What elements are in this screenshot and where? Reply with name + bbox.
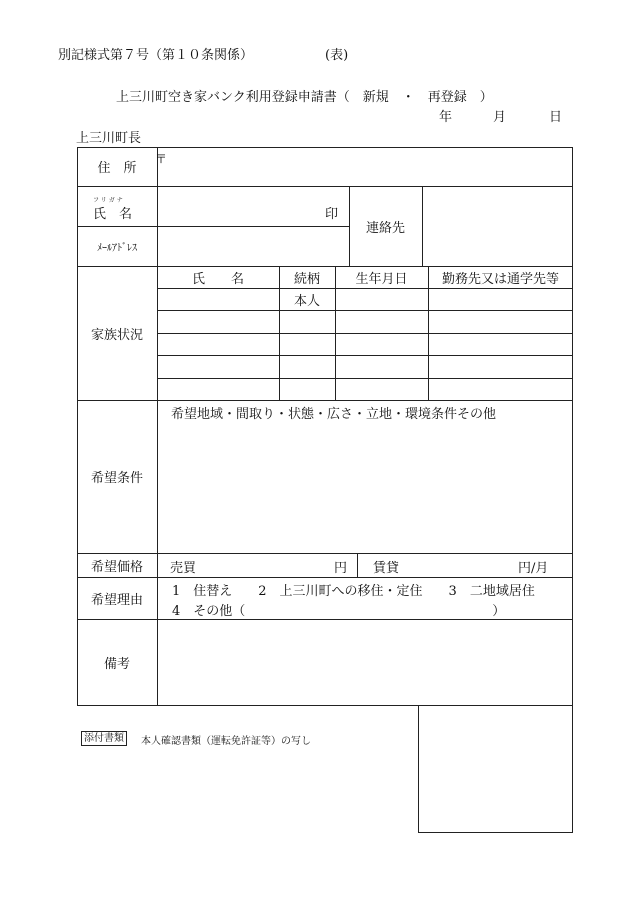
attachments-text: 本人確認書類（運転免許証等）の写し	[141, 736, 311, 747]
price-rent-label: 賃貸	[373, 561, 400, 576]
form-title: 上三川町空き家バンク利用登録申請書（ 新規 ・ 再登録 ）	[116, 90, 493, 105]
price-divider	[357, 553, 358, 577]
family-header-birthdate: 生年月日	[355, 271, 408, 287]
conditions-description: 希望地域・間取り・状態・広さ・立地・環境条件その他	[171, 407, 497, 422]
addressee: 上三川町長	[76, 131, 142, 146]
remarks-label: 備考	[103, 657, 130, 672]
attachments-label: 添付書類	[81, 731, 127, 746]
reason-line-2: 4 その他（ ）	[172, 604, 506, 619]
contact-label: 連絡先	[365, 220, 405, 236]
furigana-label: フリガナ	[93, 197, 125, 204]
form-side-label: (表)	[325, 48, 349, 63]
family-label: 家族状況	[90, 327, 143, 343]
family-header-name: 氏 名	[191, 271, 244, 287]
label-column-divider	[157, 147, 158, 706]
price-label: 希望価格	[90, 559, 143, 575]
price-rent-unit: 円/月	[518, 561, 549, 576]
family-relation-self: 本人	[293, 293, 320, 309]
reason-line-1: 1 住替え 2 上三川町への移住・定住 3 二地域居住	[172, 584, 535, 599]
contact-divider	[422, 186, 423, 266]
address-label: 住 所	[97, 161, 137, 176]
family-row-divider	[157, 378, 573, 379]
date-year-label: 年	[439, 110, 453, 125]
family-row-divider	[157, 310, 573, 311]
price-sale-label: 売買	[170, 561, 197, 576]
name-label: 氏 名	[93, 207, 133, 222]
postal-mark: 〒	[155, 152, 168, 166]
family-row-divider	[157, 333, 573, 334]
family-row-divider	[157, 355, 573, 356]
reason-label: 希望理由	[90, 592, 143, 608]
form-number: 別記様式第７号（第１０条関係）	[58, 48, 254, 63]
family-header-relation: 続柄	[293, 271, 320, 287]
conditions-label: 希望条件	[90, 471, 143, 486]
date-day-label: 日	[549, 110, 563, 125]
date-month-label: 月	[493, 110, 507, 125]
price-sale-unit: 円	[334, 561, 348, 576]
email-label: ﾒｰﾙｱﾄﾞﾚｽ	[97, 242, 137, 254]
seal-label: 印	[325, 207, 339, 222]
row-divider	[77, 186, 573, 187]
family-header-workplace: 勤務先又は通学先等	[441, 271, 559, 287]
receipt-stamp-box	[418, 706, 573, 833]
family-row-divider	[157, 288, 573, 289]
